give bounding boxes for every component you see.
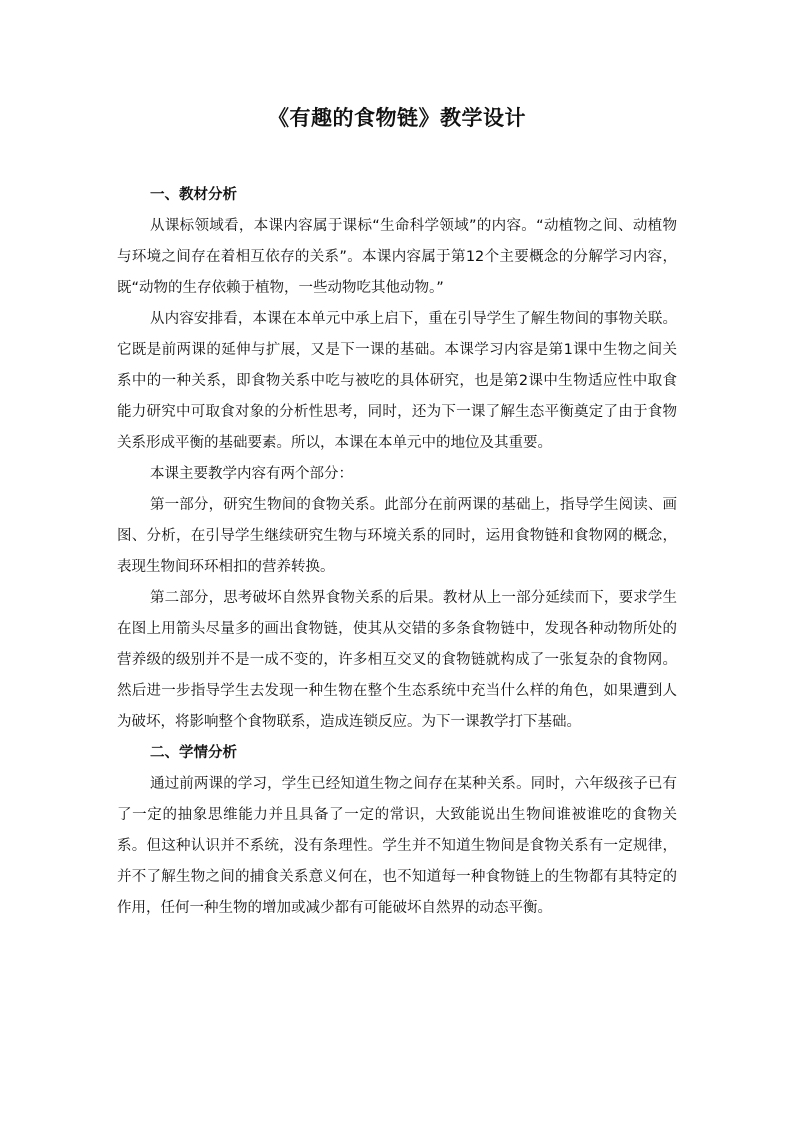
- paragraph: 从课标领域看，本课内容属于课标“生命科学领域”的内容。“动植物之间、动植物与环境之间存在着相互依存的关系”。本课内容属于第12个主要概念的分解学习内容，既“动物的生存依赖于植物，一些动物吃其他动物。”: [117, 218, 677, 296]
- document-title: 《有趣的食物链》教学设计: [268, 106, 526, 130]
- paragraph: 本课主要教学内容有两个部分：: [150, 466, 353, 482]
- paragraph: 第二部分，思考破坏自然界食物关系的后果。教材从上一部分延续而下，要求学生在图上用箭头尽量多的画出食物链，使其从交错的多条食物链中，发现各种动物所处的营养级的级别并不是一成不变的，许多相互交叉的食物链就构成了一张复杂的食物网。然后进一步指导学生去发现一种生物在整个生态系统中充当什么样的角色，如果遭到人为破坏，将影响整个食物联系，造成连锁反应。为下一课教学打下基础。: [117, 590, 677, 730]
- paragraph: 第一部分，研究生物间的食物关系。此部分在前两课的基础上，指导学生阅读、画图、分析，在引导学生继续研究生物与环境关系的同时，运用食物链和食物网的概念，表现生物间环环相扣的营养转换。: [117, 497, 677, 575]
- section-heading: 二、学情分析: [150, 745, 237, 761]
- section-heading: 一、教材分析: [150, 187, 237, 203]
- paragraph: 通过前两课的学习，学生已经知道生物之间存在某种关系。同时，六年级孩子已有了一定的抽象思维能力并且具备了一定的常识，大致能说出生物间谁被谁吃的食物关系。但这种认识并不系统，没有条理性。学生并不知道生物间是食物关系有一定规律，并不了解生物之间的捕食关系意义何在，也不知道每一种食物链上的生物都有其特定的作用，任何一种生物的增加或减少都有可能破坏自然界的动态平衡。: [117, 776, 677, 916]
- paragraph: 从内容安排看，本课在本单元中承上启下，重在引导学生了解生物间的事物关联。它既是前两课的延伸与扩展，又是下一课的基础。本课学习内容是第1课中生物之间关系中的一种关系，即食物关系中吃与被吃的具体研究，也是第2课中生物适应性中取食能力研究中可取食对象的分析性思考，同时，还为下一课了解生态平衡奠定了由于食物关系形成平衡的基础要素。所以，本课在本单元中的地位及其重要。: [117, 311, 677, 451]
- section-textbook-analysis: [117, 180, 677, 738]
- document-body: [117, 180, 677, 924]
- section-student-analysis: [117, 738, 677, 924]
